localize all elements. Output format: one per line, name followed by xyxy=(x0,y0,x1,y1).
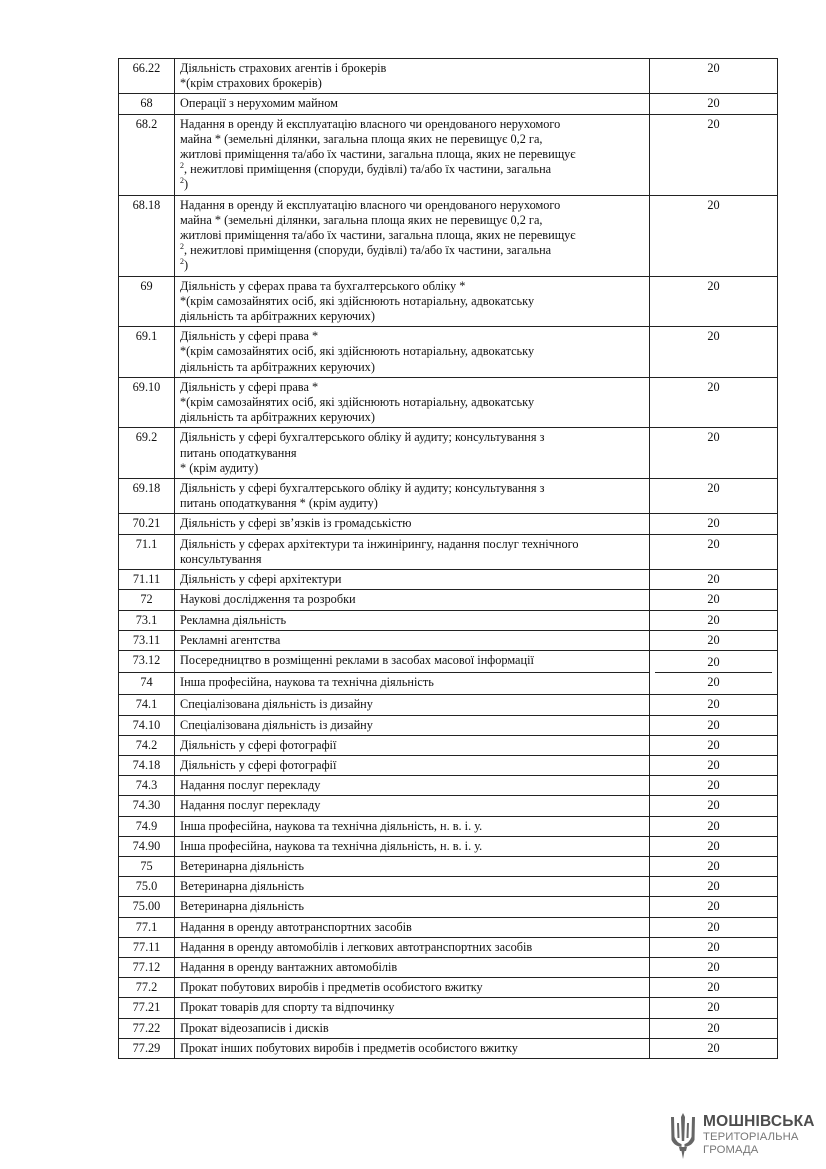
activity-description xyxy=(175,534,650,569)
activity-code: 77.21 xyxy=(119,998,175,1018)
activity-description xyxy=(175,816,650,836)
activity-code: 69.10 xyxy=(119,377,175,428)
rate-value: 20 xyxy=(650,695,778,715)
description-line: Прокат інших побутових виробів і предметів особистого вжитку xyxy=(180,1040,518,1055)
description-line: *(крім самозайнятих осіб, які здійснюють нотаріальну, адвокатську xyxy=(180,344,535,359)
rate-value: 20 xyxy=(650,114,778,195)
rate-value-text: 20 xyxy=(655,672,772,692)
description-line: Наукові дослідження та розробки xyxy=(180,592,356,607)
table-row xyxy=(119,937,778,957)
activity-code: 74.30 xyxy=(119,796,175,816)
rate-value: 20 xyxy=(650,610,778,630)
description-line: житлові приміщення та/або їх частини, загальна площа, яких не перевищує xyxy=(180,147,576,162)
table-row xyxy=(119,897,778,917)
activity-description xyxy=(175,59,650,94)
description-line: Надання в оренду й експлуатацію власного чи орендованого нерухомого xyxy=(180,116,561,131)
rate-value: 20 xyxy=(650,836,778,856)
activity-code: 68.18 xyxy=(119,195,175,276)
description-line: Ветеринарна діяльність xyxy=(180,879,305,894)
activity-code: 70.21 xyxy=(119,514,175,534)
activity-code: 77.12 xyxy=(119,957,175,977)
table-row xyxy=(119,836,778,856)
description-line: Діяльність у сферах архітектури та інжинірингу, надання послуг технічного xyxy=(180,536,579,551)
description-line: Діяльність у сфері фотографії xyxy=(180,757,337,772)
rate-value: 20 xyxy=(650,816,778,836)
description-line: Спеціалізована діяльність із дизайну xyxy=(180,717,373,732)
activity-description xyxy=(175,917,650,937)
rate-value: 20 xyxy=(650,735,778,755)
description-line: майна * (земельні ділянки, загальна площа яких не перевищує 0,2 га, xyxy=(180,131,543,146)
description-line: консультування xyxy=(180,551,262,566)
table-row xyxy=(119,978,778,998)
description-line: * (крім аудиту) xyxy=(180,460,259,475)
activity-code: 75.0 xyxy=(119,877,175,897)
description-line: Ветеринарна діяльність xyxy=(180,858,305,873)
activity-description xyxy=(175,590,650,610)
rate-value: 20 xyxy=(650,917,778,937)
activity-code: 71.1 xyxy=(119,534,175,569)
activity-description xyxy=(175,897,650,917)
table-row xyxy=(119,276,778,327)
rate-value: 20 xyxy=(650,534,778,569)
activity-description xyxy=(175,978,650,998)
rates-table xyxy=(118,58,778,1059)
rate-value: 20 xyxy=(650,630,778,650)
activity-description xyxy=(175,836,650,856)
activity-description xyxy=(175,479,650,514)
description-line: Спеціалізована діяльність із дизайну xyxy=(180,697,373,712)
description-line: Прокат відеозаписів і дисків xyxy=(180,1020,329,1035)
table-row xyxy=(119,114,778,195)
activity-description xyxy=(175,755,650,775)
rate-value: 20 xyxy=(650,1038,778,1058)
rate-value: 20 xyxy=(650,276,778,327)
activity-description xyxy=(175,570,650,590)
rate-value: 20 xyxy=(650,978,778,998)
description-line: Надання в оренду автомобілів і легкових автотранспортних засобів xyxy=(180,939,533,954)
table-row xyxy=(119,1038,778,1058)
table-row xyxy=(119,776,778,796)
activity-description xyxy=(175,1018,650,1038)
rate-value: 20 xyxy=(650,377,778,428)
activity-code: 74.2 xyxy=(119,735,175,755)
description-line: Діяльність у сфері архітектури xyxy=(180,572,342,587)
table-row xyxy=(119,610,778,630)
activity-description xyxy=(175,276,650,327)
description-line: діяльність та арбітражних керуючих) xyxy=(180,309,375,324)
activity-description xyxy=(175,114,650,195)
rate-value: 20 xyxy=(650,796,778,816)
rate-value: 20 xyxy=(650,94,778,114)
rate-value: 20 xyxy=(650,897,778,917)
activity-description xyxy=(175,377,650,428)
table-row xyxy=(119,94,778,114)
activity-description xyxy=(175,1038,650,1058)
description-line: Діяльність у сфері права * xyxy=(180,329,319,344)
description-line: Операції з нерухомим майном xyxy=(180,96,338,111)
rate-value: 20 xyxy=(650,570,778,590)
table-row xyxy=(119,570,778,590)
description-line: Діяльність у сфері фотографії xyxy=(180,737,337,752)
table-row xyxy=(119,755,778,775)
rate-value: 20 xyxy=(650,514,778,534)
rate-value: 20 xyxy=(650,479,778,514)
description-line: Прокат товарів для спорту та відпочинку xyxy=(180,1000,395,1015)
activity-code: 72 xyxy=(119,590,175,610)
activity-description xyxy=(175,998,650,1018)
rate-value: 20 xyxy=(650,590,778,610)
table-row xyxy=(119,715,778,735)
table-row xyxy=(119,534,778,569)
activity-code: 77.11 xyxy=(119,937,175,957)
activity-description xyxy=(175,715,650,735)
table-row xyxy=(119,695,778,715)
table-row xyxy=(119,1018,778,1038)
description-line: *(крім самозайнятих осіб, які здійснюють нотаріальну, адвокатську xyxy=(180,395,535,410)
table-row xyxy=(119,514,778,534)
description-line: житлові приміщення та/або їх частини, загальна площа, яких не перевищує xyxy=(180,228,576,243)
description-line: $^2$, нежитлові приміщення (споруди, будівлі) та/або їх частини, загальна xyxy=(180,242,552,258)
activity-code: 77.22 xyxy=(119,1018,175,1038)
table-row xyxy=(119,327,778,378)
table-row xyxy=(119,917,778,937)
description-line: Посередництво в розміщенні реклами в засобах масової інформації xyxy=(180,652,534,667)
table-row xyxy=(119,735,778,755)
activity-code: 69.1 xyxy=(119,327,175,378)
rate-value: 20 xyxy=(650,856,778,876)
rate-value: 20 xyxy=(650,715,778,735)
description-line: Рекламні агентства xyxy=(180,632,281,647)
rate-value: 20 xyxy=(650,755,778,775)
activity-code: 77.1 xyxy=(119,917,175,937)
activity-code: 74.18 xyxy=(119,755,175,775)
activity-code: 74 xyxy=(119,673,175,695)
table-row xyxy=(119,479,778,514)
table-row xyxy=(119,856,778,876)
description-line: Рекламна діяльність xyxy=(180,612,287,627)
rate-value: 20 xyxy=(650,327,778,378)
logo-line-2: ТЕРИТОРІАЛЬНА xyxy=(703,1131,799,1143)
description-line: $^2$) xyxy=(180,257,189,273)
activity-code: 74.10 xyxy=(119,715,175,735)
description-line: *(крім страхових брокерів) xyxy=(180,76,322,91)
description-line: Надання послуг перекладу xyxy=(180,778,321,793)
description-line: Інша професійна, наукова та технічна діяльність, н. в. і. у. xyxy=(180,818,483,833)
activity-code: 75 xyxy=(119,856,175,876)
description-line: питань оподаткування * (крім аудиту) xyxy=(180,496,378,511)
description-line: Діяльність страхових агентів і брокерів xyxy=(180,61,387,75)
table-row xyxy=(119,650,778,672)
activity-code: 73.11 xyxy=(119,630,175,650)
description-line: Діяльність у сфері бухгалтерського обліку й аудиту; консультування з xyxy=(180,481,545,496)
community-logo xyxy=(668,1111,815,1161)
table-row xyxy=(119,590,778,610)
rate-value: 20 xyxy=(650,428,778,479)
description-line: питань оподаткування xyxy=(180,445,297,460)
activity-code: 73.1 xyxy=(119,610,175,630)
activity-description xyxy=(175,94,650,114)
activity-description xyxy=(175,957,650,977)
description-line: діяльність та арбітражних керуючих) xyxy=(180,410,375,425)
rate-value: 20 xyxy=(650,776,778,796)
logo-line-3: ГРОМАДА xyxy=(703,1144,759,1156)
activity-code: 74.3 xyxy=(119,776,175,796)
activity-code: 69.18 xyxy=(119,479,175,514)
activity-code: 66.22 xyxy=(119,59,175,94)
table-row xyxy=(119,377,778,428)
activity-code: 69 xyxy=(119,276,175,327)
activity-code: 71.11 xyxy=(119,570,175,590)
description-line: майна * (земельні ділянки, загальна площа яких не перевищує 0,2 га, xyxy=(180,212,543,227)
activity-code: 69.2 xyxy=(119,428,175,479)
activity-code: 73.12 xyxy=(119,650,175,672)
table-row xyxy=(119,796,778,816)
description-line: Прокат побутових виробів і предметів особистого вжитку xyxy=(180,980,483,995)
activity-description xyxy=(175,327,650,378)
description-line: Діяльність у сфері зв’язків із громадськістю xyxy=(180,516,412,531)
activity-description xyxy=(175,630,650,650)
table-row xyxy=(119,195,778,276)
activity-description xyxy=(175,695,650,715)
activity-code: 74.9 xyxy=(119,816,175,836)
rate-value: 20 xyxy=(650,957,778,977)
rate-value: 20 xyxy=(650,877,778,897)
description-line: $^2$, нежитлові приміщення (споруди, будівлі) та/або їх частини, загальна xyxy=(180,161,552,177)
description-line: *(крім самозайнятих осіб, які здійснюють нотаріальну, адвокатську xyxy=(180,293,535,308)
activity-code: 74.90 xyxy=(119,836,175,856)
activity-description xyxy=(175,428,650,479)
description-line: Надання в оренду автотранспортних засобів xyxy=(180,919,412,934)
description-line: $^2$) xyxy=(180,176,189,192)
activity-description xyxy=(175,514,650,534)
activity-code: 77.29 xyxy=(119,1038,175,1058)
logo-line-1: МОШНІВСЬКА xyxy=(703,1113,815,1130)
rate-value-text: 20 xyxy=(707,654,720,669)
activity-description xyxy=(175,856,650,876)
description-line: Діяльність у сфері бухгалтерського обліку й аудиту; консультування з xyxy=(180,430,545,445)
description-line: Діяльність у сфері права * xyxy=(180,379,319,394)
activity-description xyxy=(175,673,650,695)
description-line: Інша професійна, наукова та технічна діяльність, н. в. і. у. xyxy=(180,838,483,853)
activity-description xyxy=(175,735,650,755)
description-line: Надання в оренду вантажних автомобілів xyxy=(180,959,398,974)
activity-description xyxy=(175,195,650,276)
rate-value: 20 xyxy=(650,1018,778,1038)
rate-value: 20 xyxy=(650,998,778,1018)
rate-value xyxy=(650,650,778,694)
activity-code: 68.2 xyxy=(119,114,175,195)
rate-value: 20 xyxy=(650,937,778,957)
activity-description xyxy=(175,610,650,630)
description-line: Надання послуг перекладу xyxy=(180,798,321,813)
activity-code: 68 xyxy=(119,94,175,114)
rate-value: 20 xyxy=(650,59,778,94)
activity-code: 74.1 xyxy=(119,695,175,715)
table-row xyxy=(119,428,778,479)
table-row xyxy=(119,998,778,1018)
activity-code: 75.00 xyxy=(119,897,175,917)
activity-description xyxy=(175,877,650,897)
activity-description xyxy=(175,650,650,672)
table-row xyxy=(119,59,778,94)
description-line: Інша професійна, наукова та технічна діяльність xyxy=(180,675,434,690)
table-row xyxy=(119,816,778,836)
description-line: діяльність та арбітражних керуючих) xyxy=(180,359,375,374)
rates-table-body xyxy=(119,59,778,1059)
trident-icon xyxy=(668,1111,698,1161)
activity-description xyxy=(175,937,650,957)
activity-description xyxy=(175,796,650,816)
table-row xyxy=(119,630,778,650)
activity-code: 77.2 xyxy=(119,978,175,998)
table-row xyxy=(119,957,778,977)
description-line: Діяльність у сферах права та бухгалтерського обліку * xyxy=(180,278,466,293)
rate-value: 20 xyxy=(650,195,778,276)
table-row xyxy=(119,877,778,897)
description-line: Ветеринарна діяльність xyxy=(180,899,305,914)
description-line: Надання в оренду й експлуатацію власного чи орендованого нерухомого xyxy=(180,197,561,212)
activity-description xyxy=(175,776,650,796)
